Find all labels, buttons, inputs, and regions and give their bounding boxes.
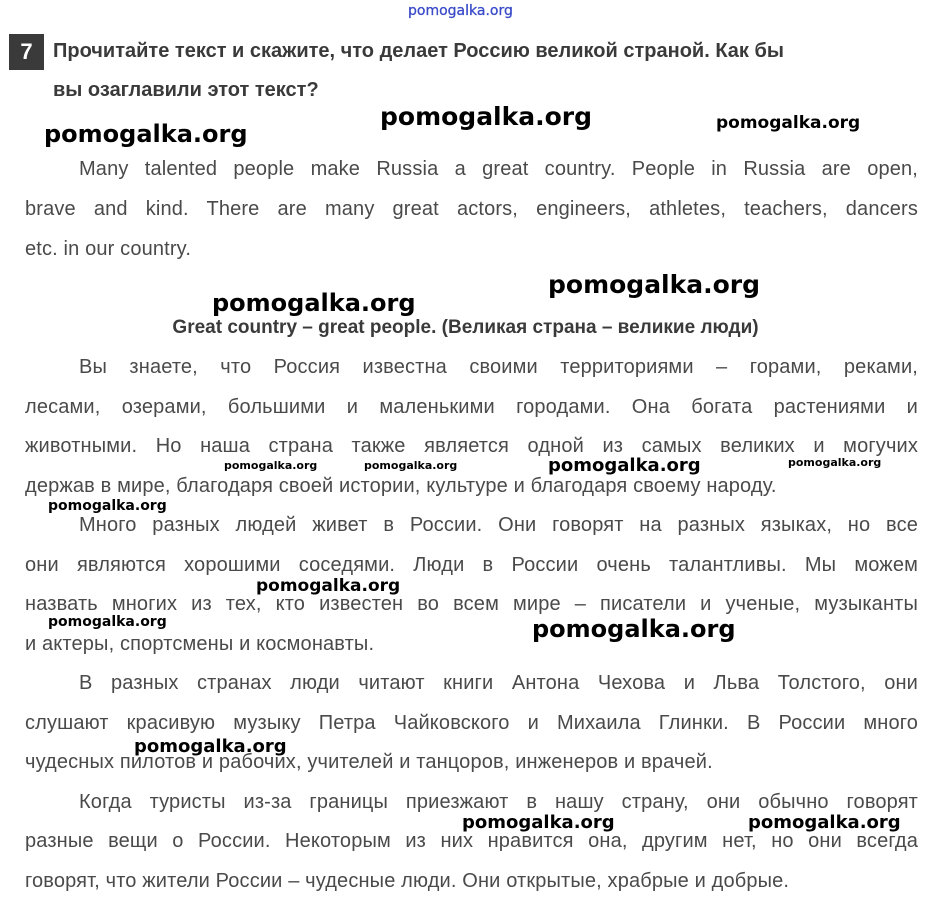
watermark: pomogalka.org bbox=[380, 102, 593, 131]
watermark: pomogalka.org bbox=[44, 120, 248, 148]
watermark: pomogalka.org bbox=[224, 459, 318, 472]
watermark: pomogalka.org bbox=[788, 456, 882, 469]
intro-line: etc. in our country. bbox=[25, 238, 192, 260]
paragraph-line: лесами, озерами, большими и маленькими городами. Она богата растениями и bbox=[25, 396, 918, 418]
watermark: pomogalka.org bbox=[748, 812, 901, 833]
paragraph-line: говорят, что жители России – чудесные люди. Они открытые, храбрые и добрые. bbox=[25, 870, 790, 892]
paragraph-line: слушают красивую музыку Петра Чайковского и Михаила Глинки. В России много bbox=[25, 712, 918, 734]
watermark: pomogalka.org bbox=[548, 455, 701, 476]
watermark: pomogalka.org bbox=[212, 289, 416, 317]
paragraph-line: животными. Но наша страна также является одной из самых великих и могучих bbox=[25, 435, 918, 457]
paragraph-line: Много разных людей живет в России. Они говорят на разных языках, но все bbox=[79, 514, 918, 536]
task-number-badge: 7 bbox=[9, 34, 44, 70]
paragraph-line: Вы знаете, что Россия известна своими территориями – горами, реками, bbox=[79, 356, 918, 378]
intro-line: Many talented people make Russia a great country. People in Russia are open, bbox=[79, 158, 918, 180]
paragraph-line: разные вещи о России. Некоторым из них нравится она, другим нет, но они всегда bbox=[25, 830, 918, 852]
watermark: pomogalka.org bbox=[48, 498, 167, 514]
watermark: pomogalka.org bbox=[364, 459, 458, 472]
watermark: pomogalka.org bbox=[256, 576, 401, 596]
text-title: Great country – great people. (Великая страна – великие люди) bbox=[172, 317, 759, 338]
paragraph-line: и актеры, спортсмены и космонавты. bbox=[25, 633, 375, 655]
watermark: pomogalka.org bbox=[134, 736, 287, 757]
intro-line: brave and kind. There are many great actors, engineers, athletes, teachers, dancers bbox=[25, 198, 918, 220]
watermark: pomogalka.org bbox=[48, 614, 167, 630]
watermark: pomogalka.org bbox=[532, 615, 736, 643]
task-instruction-line-2: вы озаглавили этот текст? bbox=[53, 79, 319, 101]
paragraph-line: они являются хорошими соседями. Люди в России очень талантливы. Мы можем bbox=[25, 554, 918, 576]
paragraph-line: назвать многих из тех, кто известен во всем мире – писатели и ученые, музыканты bbox=[25, 593, 918, 615]
paragraph-line: держав в мире, благодаря своей истории, культуре и благодаря своему народу. bbox=[25, 475, 777, 497]
watermark: pomogalka.org bbox=[462, 812, 615, 833]
watermark: pomogalka.org bbox=[716, 113, 861, 133]
watermark: pomogalka.org bbox=[548, 270, 761, 299]
paragraph-line: В разных странах люди читают книги Антона Чехова и Льва Толстого, они bbox=[79, 672, 918, 694]
paragraph-line: Когда туристы из-за границы приезжают в нашу страну, они обычно говорят bbox=[79, 791, 918, 813]
top-watermark: pomogalka.org bbox=[408, 3, 513, 19]
task-instruction-line-1: Прочитайте текст и скажите, что делает Россию великой страной. Как бы bbox=[53, 40, 784, 62]
paragraph-line: чудесных пилотов и рабочих, учителей и танцоров, инженеров и врачей. bbox=[25, 751, 713, 773]
